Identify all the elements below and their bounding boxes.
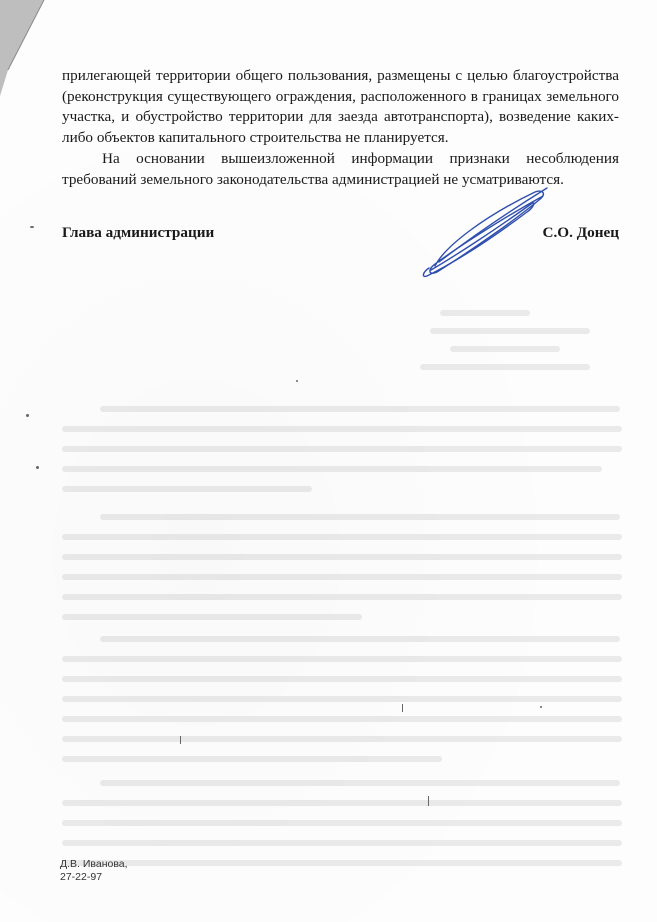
scan-speck	[296, 380, 298, 382]
scan-speck	[36, 466, 39, 469]
handwritten-signature	[415, 186, 555, 282]
scan-speck	[428, 796, 429, 806]
signatory-name: С.О. Донец	[542, 224, 619, 241]
executor-phone: 27-22-97	[60, 871, 103, 883]
executor-name: Д.В. Иванова,	[60, 858, 128, 870]
paragraph-2: На основании вышеизложенной информации признаки несоблюдения требований земельного законодательства администрацией не усматриваются.	[62, 149, 619, 188]
letter-body	[62, 66, 619, 190]
scan-speck	[26, 414, 29, 417]
paragraph-1: прилегающей территории общего пользования, размещены с целью благоустройства (реконструкция существующего ограждения, расположенного в границах земельного участка, и обустройство территории для заезда автотранспорта), возведение каких-либо объектов капитального строительства не планируется.	[62, 67, 619, 147]
back-side-text-bleed	[0, 300, 657, 900]
scan-speck	[540, 706, 542, 708]
signatory-position: Глава администрации	[62, 224, 215, 241]
scan-speck	[180, 736, 181, 744]
page-corner-shadow	[0, 0, 60, 100]
executor-info	[60, 858, 128, 884]
scan-speck	[402, 704, 403, 712]
scan-speck	[30, 226, 34, 228]
